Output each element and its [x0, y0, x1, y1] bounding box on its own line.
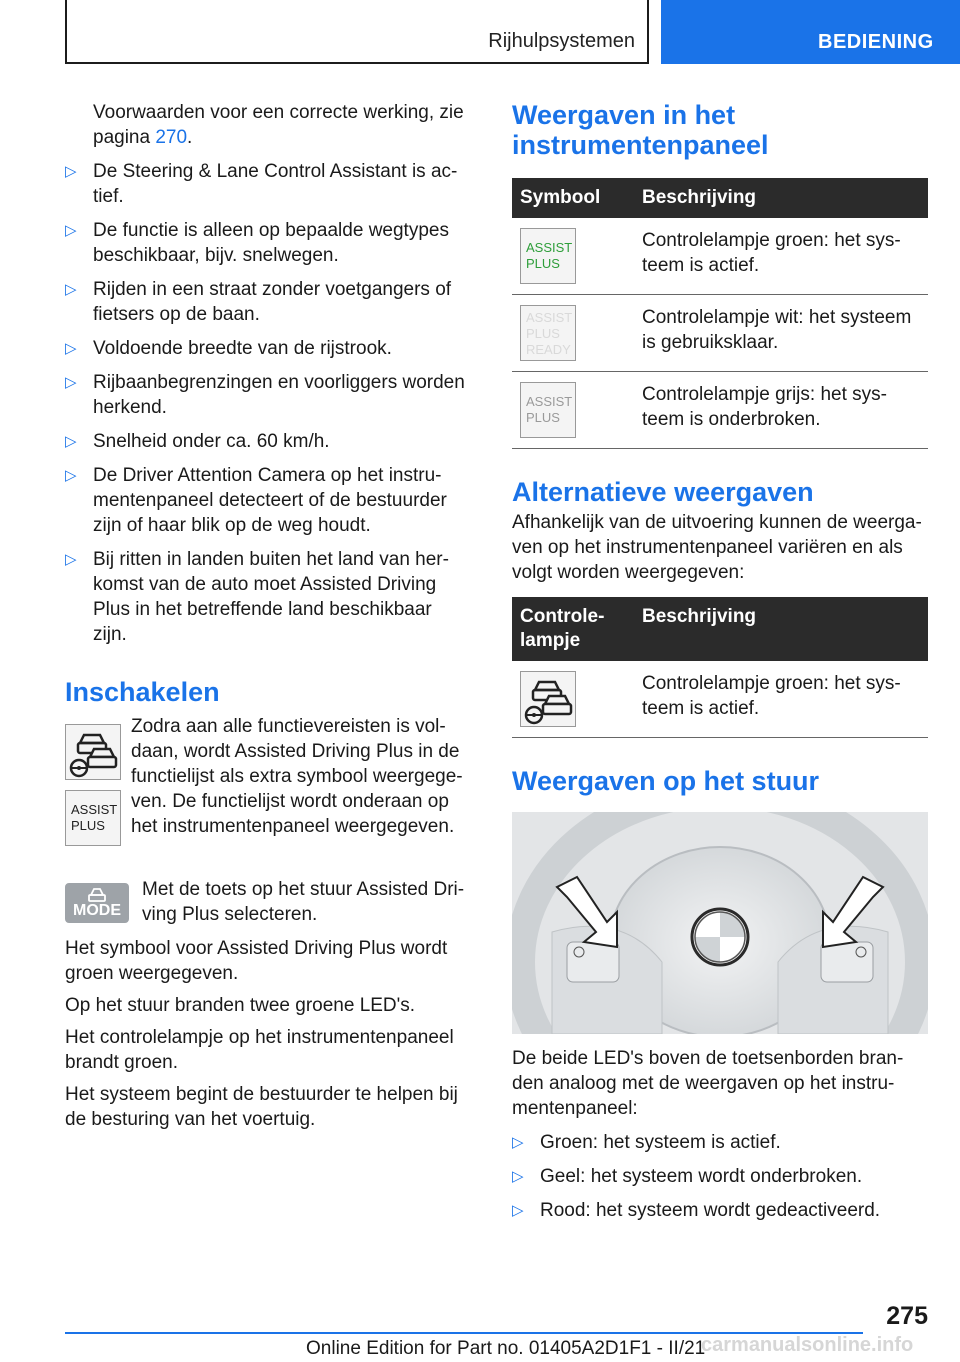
- row-description: Controlelampje grijs: het sys-teem is onderbroken.: [634, 372, 928, 449]
- list-item: ▷ Voldoende breedte van de rijstrook.: [65, 338, 392, 359]
- right-column: [512, 100, 928, 1223]
- triangle-bullet-icon: ▷: [512, 1168, 524, 1185]
- mode-block: [65, 877, 467, 929]
- alternatieve-intro: Afhankelijk van de uitvoering kunnen de weerga-ven op het instrumentenpaneel variëren en als volgt worden weergegeven:: [512, 512, 922, 583]
- page-link[interactable]: 270: [155, 127, 188, 148]
- stuur-paragraph: De beide LED's boven de toetsenborden bran-den analoog met de weergaven op het instru-mentenpaneel:: [512, 1048, 904, 1119]
- paragraph: Het controlelampje op het instrumentenpaneel brandt groen.: [65, 1027, 454, 1073]
- heading-stuur: Weergaven op het stuur: [512, 766, 820, 796]
- triangle-bullet-icon: ▷: [65, 467, 77, 484]
- alternatieve-table: [512, 597, 928, 738]
- led-status-list: [512, 1130, 928, 1223]
- row-description: Controlelampje groen: het sys-teem is actief.: [634, 661, 928, 738]
- list-item: ▷ De Driver Attention Camera op het instru-mentenpaneel detecteert of de bestuurder zijn of haar blik op de weg houdt.: [65, 465, 447, 536]
- list-item: ▷ Rood: het systeem wordt gedeactiveerd.: [512, 1200, 881, 1221]
- list-item: ▷ Groen: het systeem is actief.: [512, 1132, 781, 1153]
- requirements-list: [65, 159, 467, 647]
- row-description: Controlelampje wit: het systeem is gebruiksklaar.: [634, 295, 928, 372]
- list-item: ▷ De functie is alleen op bepaalde wegtypes beschikbaar, bijv. snelwegen.: [65, 220, 449, 266]
- page-number: 275: [886, 1302, 928, 1330]
- triangle-bullet-icon: ▷: [65, 340, 77, 357]
- list-item: ▷ Geel: het systeem wordt onderbroken.: [512, 1166, 863, 1187]
- col-beschrijving: Beschrijving: [634, 178, 928, 218]
- triangle-bullet-icon: ▷: [65, 551, 77, 568]
- weergaven-table: [512, 178, 928, 449]
- inschakelen-paragraphs: [65, 936, 467, 1132]
- triangle-bullet-icon: ▷: [65, 433, 77, 450]
- footer-watermark: carmanualsonline.info: [701, 1334, 914, 1356]
- row-description: Controlelampje groen: het sys-teem is actief.: [634, 218, 928, 295]
- paragraph: Het systeem begint de bestuurder te helpen bij de besturing van het voertuig.: [65, 1084, 458, 1130]
- mode-text: Met de toets op het stuur Assisted Dri-ving Plus selecteren.: [142, 879, 465, 925]
- col-beschrijving-2: Beschrijving: [634, 597, 928, 661]
- mode-button-icon: MODE: [65, 883, 129, 923]
- list-item: ▷ Rijden in een straat zonder voetgangers of fietsers op de baan.: [65, 279, 452, 325]
- table-row: [512, 661, 928, 738]
- heading-weergaven: Weergaven in het instrumentenpaneel: [512, 100, 769, 160]
- assisted-driving-green-icon: [520, 671, 576, 727]
- header-section: BEDIENING: [818, 31, 934, 53]
- table-row: [512, 372, 928, 449]
- triangle-bullet-icon: ▷: [65, 163, 77, 180]
- paragraph: Op het stuur branden twee groene LED's.: [65, 995, 416, 1016]
- triangle-bullet-icon: ▷: [512, 1134, 524, 1151]
- header-chapter-box: [65, 0, 649, 64]
- heading-alternatieve: Alternatieve weergaven: [512, 477, 814, 507]
- assist-plus-indicator-icon: ASSIST PLUS: [520, 382, 576, 438]
- list-item: ▷ Snelheid onder ca. 60 km/h.: [65, 431, 330, 452]
- list-item: ▷ De Steering & Lane Control Assistant is ac-tief.: [65, 161, 458, 207]
- left-column: [65, 100, 467, 1132]
- heading-inschakelen: Inschakelen: [65, 677, 220, 707]
- header-section-tab: [661, 0, 960, 64]
- col-controlelampje: Controle-lampje: [512, 597, 634, 661]
- intro-paragraph: Voorwaarden voor een correcte werking, zie pagina 270.: [93, 102, 464, 148]
- assist-plus-indicator-icon: ASSIST PLUS: [520, 228, 576, 284]
- triangle-bullet-icon: ▷: [65, 222, 77, 239]
- triangle-bullet-icon: ▷: [65, 374, 77, 391]
- assist-plus-indicator-icon: ASSIST PLUS READY: [520, 305, 576, 361]
- table-row: [512, 295, 928, 372]
- inschakelen-text: Zodra aan alle functievereisten is vol-daan, wordt Assisted Driving Plus in de functielijst als extra symbool weergege-ven. De functielijst wordt onderaan op het instrumentenpaneel weergegeven.: [131, 716, 463, 837]
- header-chapter: Rijhulpsystemen: [488, 30, 635, 52]
- assist-plus-icon: ASSIST PLUS: [65, 790, 121, 846]
- col-symbool: Symbool: [512, 178, 634, 218]
- list-item: ▷ Bij ritten in landen buiten het land van her-komst van de auto moet Assisted Driving Plus in het betreffende land beschikbaar zijn.: [65, 549, 449, 645]
- triangle-bullet-icon: ▷: [512, 1202, 524, 1219]
- table-row: [512, 218, 928, 295]
- list-item: ▷ Rijbaanbegrenzingen en voorliggers worden herkend.: [65, 372, 465, 418]
- footer-edition: Online Edition for Part no. 01405A2D1F1 - II/21: [306, 1338, 706, 1359]
- triangle-bullet-icon: ▷: [65, 281, 77, 298]
- inschakelen-icons-block: [65, 714, 467, 859]
- paragraph: Het symbool voor Assisted Driving Plus wordt groen weergegeven.: [65, 938, 448, 984]
- assisted-driving-icon: [65, 724, 121, 780]
- steering-wheel-image: [512, 812, 928, 1034]
